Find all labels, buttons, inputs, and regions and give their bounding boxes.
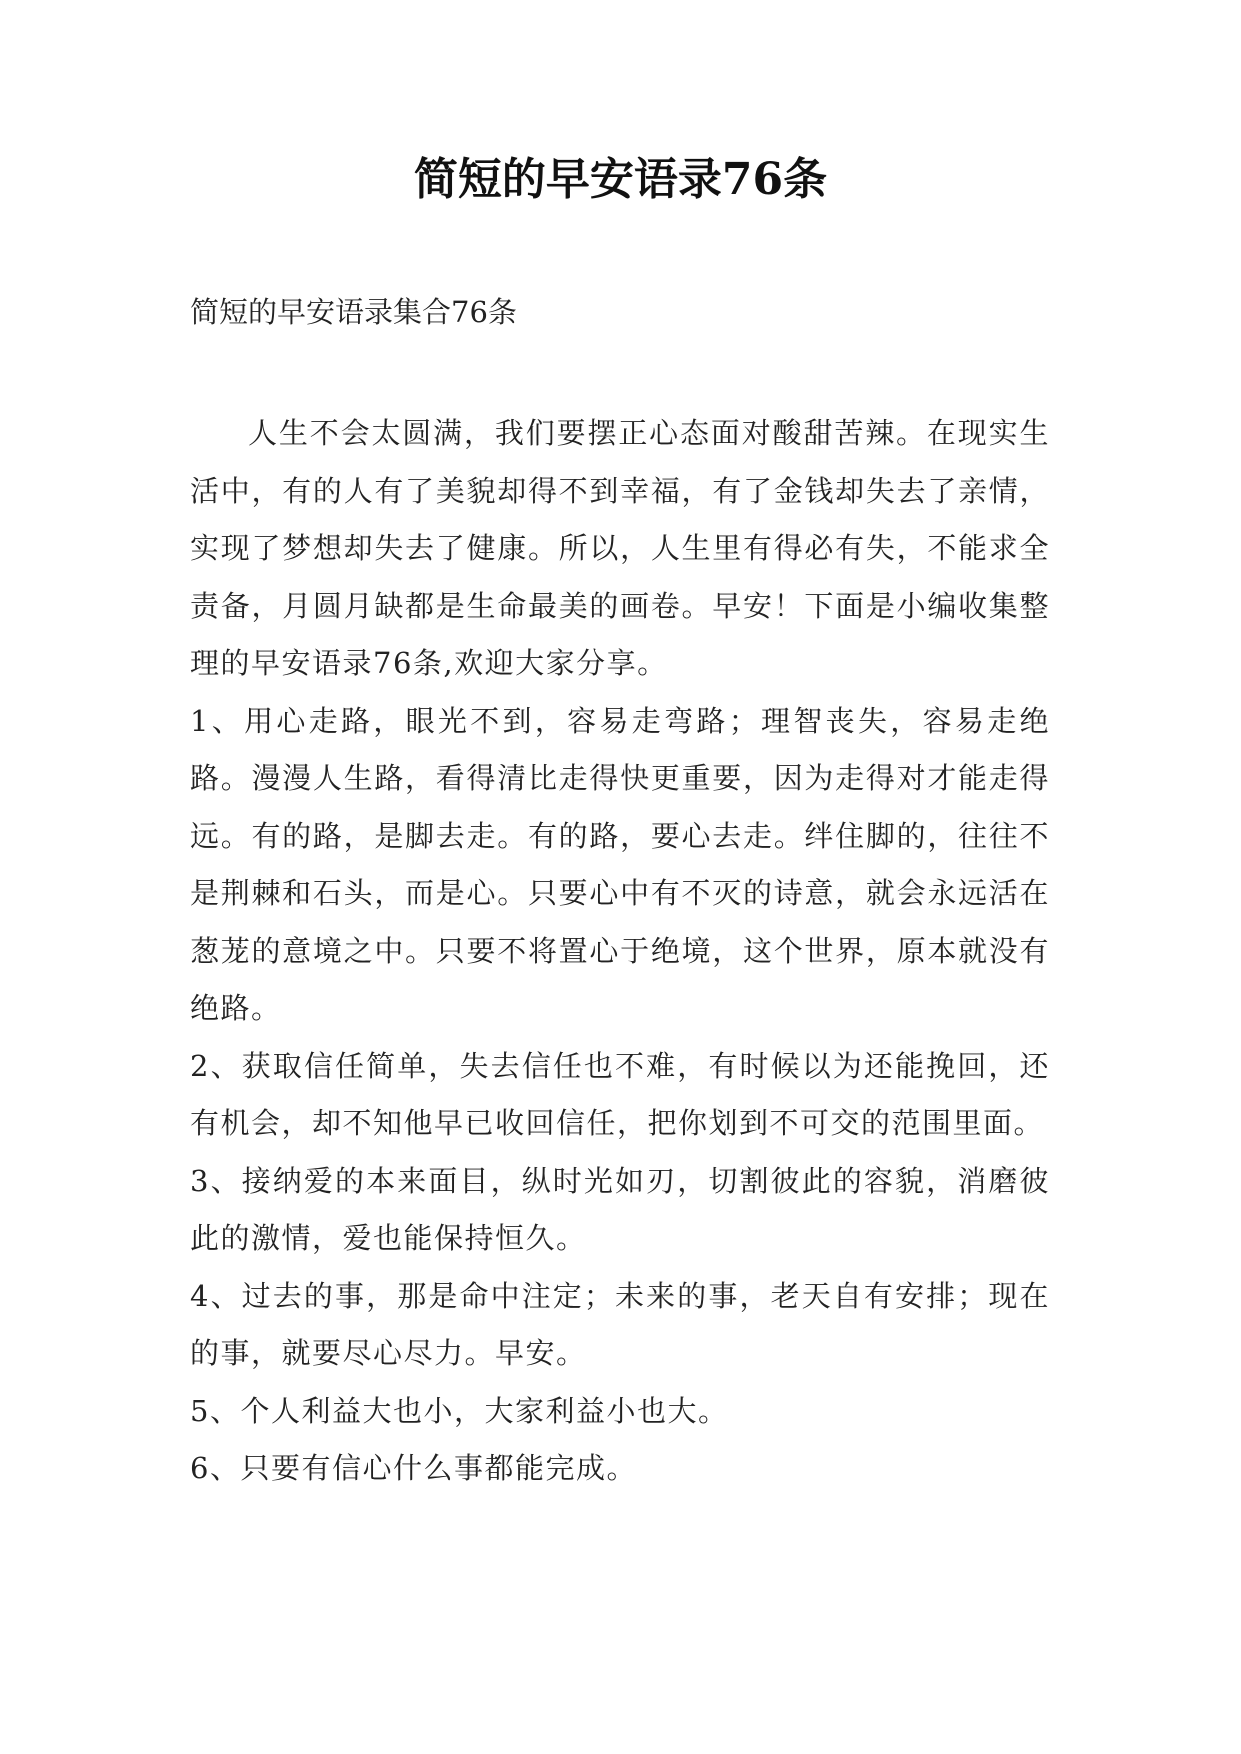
list-item: 5、个人利益大也小，大家利益小也大。 [190,1393,729,1428]
document-subtitle: 简短的早安语录集合76条 [190,295,517,329]
list-item: 2、获取信任简单，失去信任也不难，有时候以为还能挽回，还有机会，却不知他早已收回信任，把你划到不可交的范围里面。 [190,1048,1050,1140]
list-item: 6、只要有信心什么事都能完成。 [190,1451,637,1485]
list-item: 1、用心走路，眼光不到，容易走弯路；理智丧失，容易走绝路。漫漫人生路，看得清比走得快更重要，因为走得对才能走得远。有的路，是脚去走。有的路，要心去走。绊住脚的，往往不是荆棘和石头，而是心。只要心中有不灭的诗意，就会永远活在葱茏的意境之中。只要不将置心于绝境，这个世界，原本就没有绝路。 [190,703,1050,1025]
intro-paragraph: 人生不会太圆满，我们要摆正心态面对酸甜苦辣。在现实生活中，有的人有了美貌却得不到幸福，有了金钱却失去了亲情，实现了梦想却失去了健康。所以，人生里有得必有失，不能求全责备，月圆月缺都是生命最美的画卷。早安！下面是小编收集整理的早安语录76条,欢迎大家分享。 [190,416,1050,680]
document-body [190,405,1050,1498]
document-title: 简短的早安语录76条 [413,154,828,205]
list-item: 4、过去的事，那是命中注定；未来的事，老天自有安排；现在的事，就要尽心尽力。早安。 [190,1278,1050,1370]
list-item: 3、接纳爱的本来面目，纵时光如刃，切割彼此的容貌，消磨彼此的激情，爱也能保持恒久。 [190,1163,1050,1255]
